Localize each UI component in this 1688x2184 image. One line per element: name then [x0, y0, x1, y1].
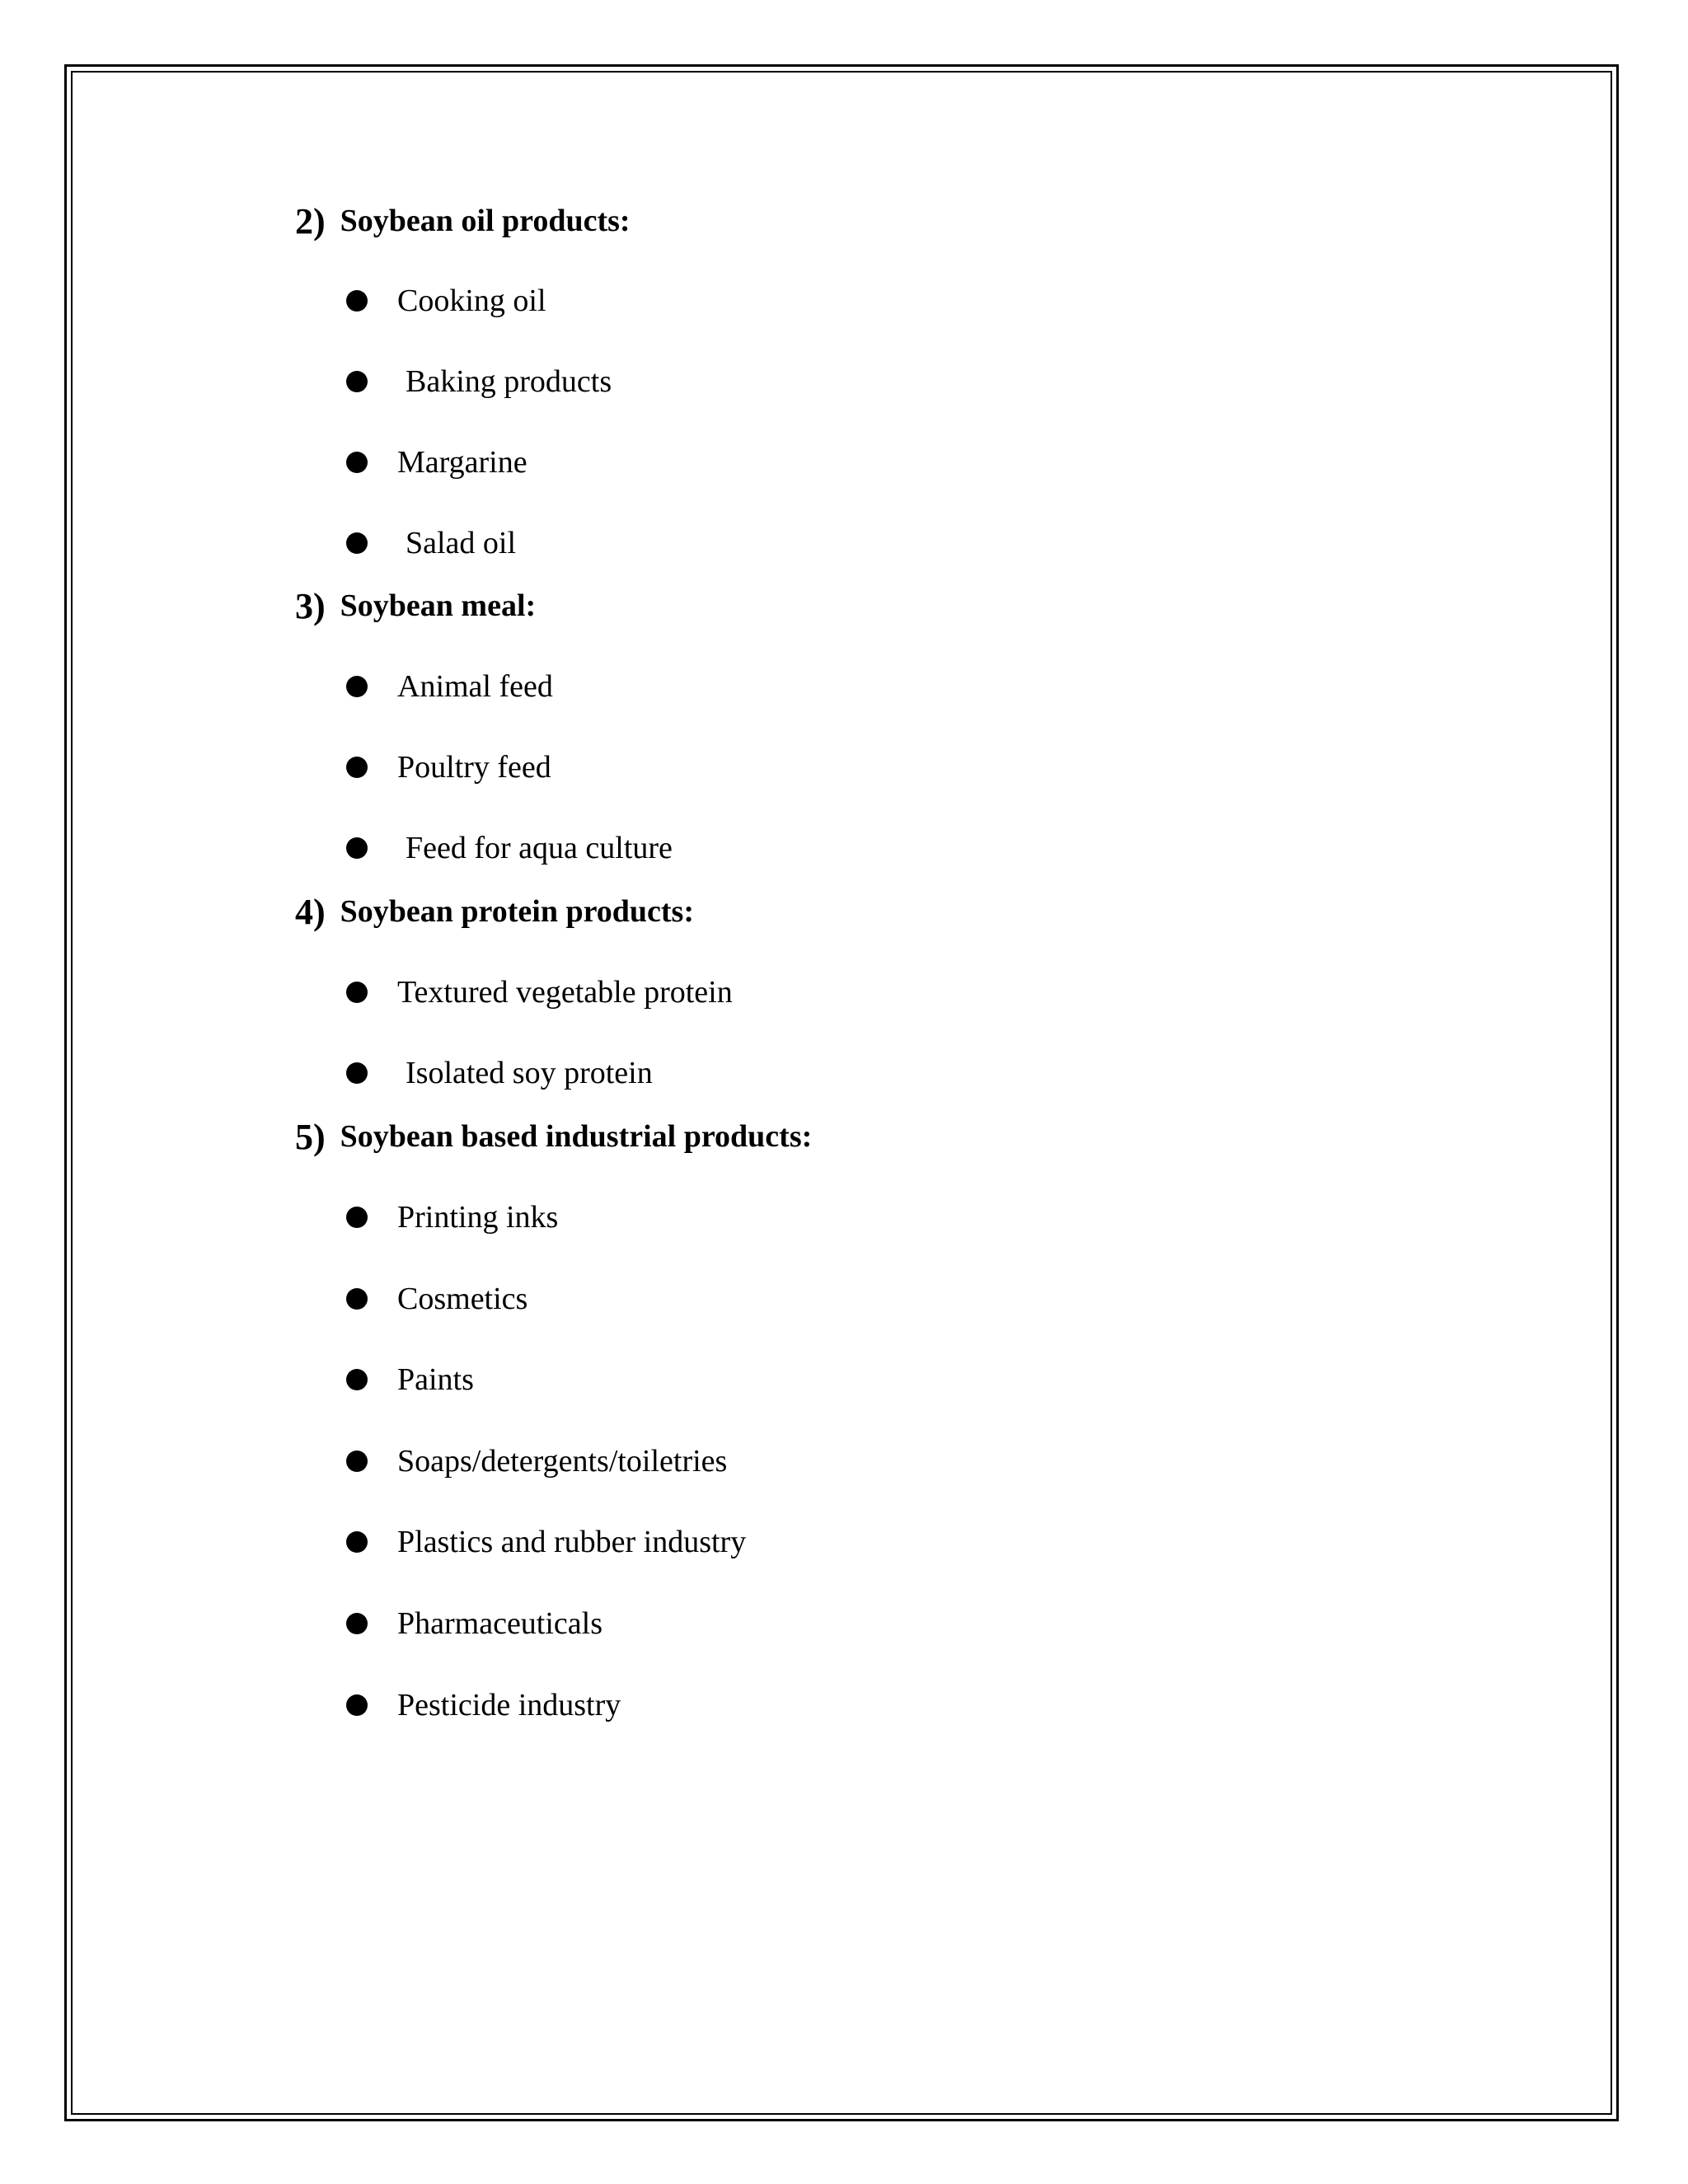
bullet-icon: [346, 1369, 368, 1390]
list-item-text: Textured vegetable protein: [397, 975, 733, 1010]
list-item: [346, 823, 673, 873]
list-item: [346, 1436, 727, 1486]
list-item-text: Printing inks: [397, 1200, 559, 1235]
section-title: Soybean based industrial products:: [340, 1119, 813, 1154]
list-item: [346, 1193, 558, 1242]
list-item: [346, 1680, 621, 1730]
section-number: 5): [295, 1116, 326, 1157]
section-number: 3): [295, 585, 326, 626]
bullet-icon: [346, 532, 368, 554]
list-item: [346, 1517, 746, 1567]
bullet-icon: [346, 1207, 368, 1228]
list-item-text: Pesticide industry: [397, 1688, 621, 1722]
bullet-icon: [346, 757, 368, 778]
bullet-icon: [346, 1451, 368, 1472]
list-item: [346, 662, 553, 711]
bullet-icon: [346, 452, 368, 473]
bullet-icon: [346, 1062, 368, 1084]
list-item: [346, 438, 528, 487]
section-number: 4): [295, 891, 326, 932]
list-item-text: Pharmaceuticals: [397, 1606, 603, 1641]
list-item-text: Margarine: [397, 445, 528, 480]
list-item-text: Isolated soy protein: [406, 1056, 653, 1090]
list-item-text: Plastics and rubber industry: [397, 1525, 747, 1559]
list-item-text: Animal feed: [397, 669, 553, 704]
bullet-icon: [346, 1694, 368, 1716]
section-title: Soybean protein products:: [340, 894, 694, 929]
section-heading-oil-products: [295, 196, 631, 246]
list-item: [346, 357, 612, 406]
list-item-text: Baking products: [406, 364, 612, 399]
section-heading-industrial-products: [295, 1112, 812, 1161]
section-number: 2): [295, 200, 326, 241]
bullet-icon: [346, 1288, 368, 1310]
list-item: [346, 1274, 528, 1324]
list-item: [346, 1355, 474, 1404]
list-item: [346, 743, 551, 792]
list-item-text: Salad oil: [406, 526, 517, 560]
list-item-text: Poultry feed: [397, 750, 551, 785]
list-item: [346, 1048, 653, 1098]
list-item-text: Cosmetics: [397, 1282, 528, 1316]
bullet-icon: [346, 1531, 368, 1553]
list-item: [346, 276, 546, 326]
list-item-text: Soaps/detergents/toiletries: [397, 1444, 728, 1479]
list-item: [346, 518, 516, 568]
bullet-icon: [346, 1613, 368, 1634]
bullet-icon: [346, 290, 368, 312]
section-title: Soybean meal:: [340, 588, 537, 623]
section-heading-protein-products: [295, 887, 694, 936]
list-item-text: Feed for aqua culture: [406, 831, 673, 865]
list-item-text: Paints: [397, 1362, 474, 1397]
list-item: [346, 968, 733, 1017]
page-border-inner: [71, 71, 1612, 2115]
section-heading-soybean-meal: [295, 581, 536, 630]
bullet-icon: [346, 982, 368, 1003]
list-item-text: Cooking oil: [397, 284, 546, 318]
section-title: Soybean oil products:: [340, 204, 631, 238]
bullet-icon: [346, 837, 368, 859]
bullet-icon: [346, 371, 368, 392]
bullet-icon: [346, 676, 368, 697]
list-item: [346, 1599, 603, 1648]
